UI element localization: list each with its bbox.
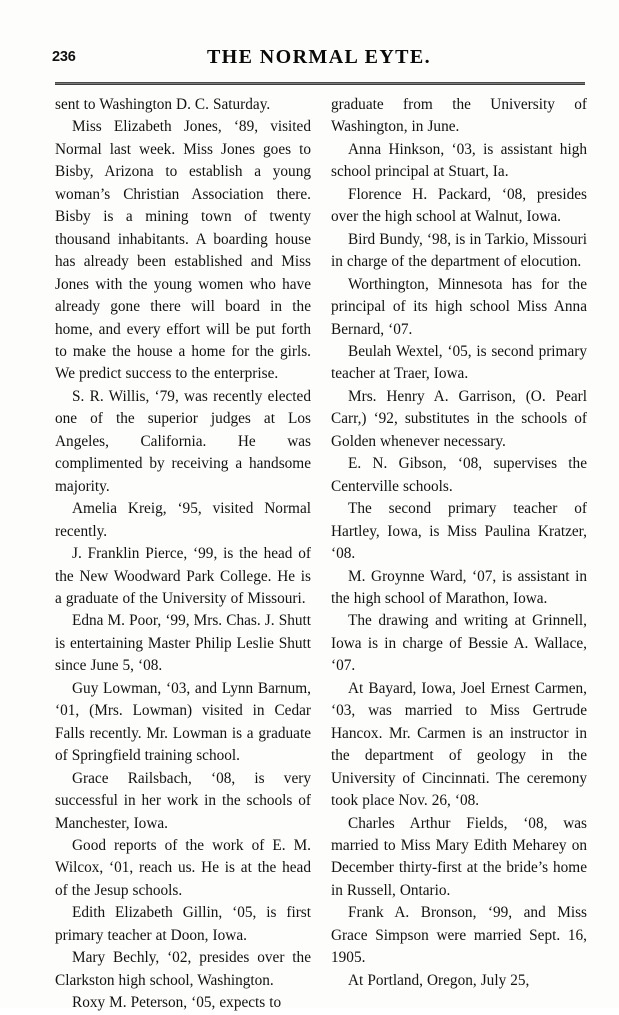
- publication-title: THE NORMAL EYTE.: [206, 46, 432, 68]
- page-number: 236: [52, 49, 76, 65]
- news-note: Roxy M. Peterson, ‘05, expects to: [72, 994, 282, 1012]
- news-note: The second primary teacher of Hartley, Iowa, is Miss Paulina Kratzer, ‘08.: [331, 500, 587, 563]
- news-note: At Portland, Oregon, July 25,: [348, 971, 530, 989]
- running-head: [52, 46, 586, 76]
- news-note: Good reports of the work of E. M. Wilcox, ‘01, reach us. He is at the head of the Jesup schools.: [55, 836, 311, 899]
- news-note: Charles Arthur Fields, ‘08, was married to Miss Mary Edith Meharey on December thirty-first at the bride’s home in Russell, Ontario.: [331, 814, 587, 899]
- news-note: At Bayard, Iowa, Joel Ernest Carmen, ‘03, was married to Miss Gertrude Hancox. Mr. Carmen is an instructor in the department of geology in the University of Cincinnati. The ceremony took place Nov. 26, ‘08.: [331, 679, 587, 810]
- news-note: Miss Elizabeth Jones, ‘89, visited Normal last week. Miss Jones goes to Bisby, Arizona to establish a young woman’s Christian Association there. Bisby is a mining town of twenty thousand inhabitants. A boarding house has already been established and Miss Jones with the young women who have already gone there will board in the home, and every effort will be put forth to make the house a home for the girls. We predict success to the enterprise.: [55, 118, 311, 383]
- news-note: S. R. Willis, ‘79, was recently elected one of the superior judges at Los Angeles, California. He was complimented by receiving a handsome majority.: [55, 387, 311, 495]
- header-rule: [55, 82, 585, 85]
- news-note: sent to Washington D. C. Saturday.: [55, 96, 271, 113]
- news-note: Bird Bundy, ‘98, is in Tarkio, Missouri in charge of the department of elocution.: [331, 230, 587, 271]
- news-note: graduate from the University of Washington, in June.: [331, 96, 587, 136]
- news-note: Mrs. Henry A. Garrison, (O. Pearl Carr,) ‘92, substitutes in the schools of Golden whenever necessary.: [331, 387, 587, 450]
- news-note: Frank A. Bronson, ‘99, and Miss Grace Simpson were married Sept. 16, 1905.: [331, 904, 587, 967]
- news-note: The drawing and writing at Grinnell, Iowa is in charge of Bessie A. Wallace, ‘07.: [331, 612, 587, 675]
- news-note: Grace Railsbach, ‘08, is very successful in her work in the schools of Manchester, Iowa.: [55, 769, 311, 832]
- news-note: Worthington, Minnesota has for the principal of its high school Miss Anna Bernard, ‘07.: [331, 275, 587, 338]
- news-note: J. Franklin Pierce, ‘99, is the head of the New Woodward Park College. He is a graduate of the University of Missouri.: [55, 545, 311, 607]
- news-note: Beulah Wextel, ‘05, is second primary teacher at Traer, Iowa.: [331, 342, 587, 383]
- news-note: Edith Elizabeth Gillin, ‘05, is first primary teacher at Doon, Iowa.: [55, 904, 311, 944]
- news-note: Florence H. Packard, ‘08, presides over the high school at Walnut, Iowa.: [331, 185, 587, 226]
- news-note: Anna Hinkson, ‘03, is assistant high school principal at Stuart, Ia.: [331, 140, 587, 181]
- news-note: Edna M. Poor, ‘99, Mrs. Chas. J. Shutt is entertaining Master Philip Leslie Shutt since June 5, ‘08.: [55, 612, 311, 675]
- news-note: Guy Lowman, ‘03, and Lynn Barnum, ‘01, (Mrs. Lowman) visited in Cedar Falls recently. Mr. Lowman is a graduate of Springfield training school.: [55, 679, 311, 765]
- news-note: M. Groynne Ward, ‘07, is assistant in the high school of Marathon, Iowa.: [331, 567, 587, 607]
- news-note: E. N. Gibson, ‘08, supervises the Centerville schools.: [331, 455, 587, 495]
- news-note: Mary Bechly, ‘02, presides over the Clarkston high school, Washington.: [55, 949, 311, 989]
- text-body: [0, 94, 619, 1012]
- column-right: [331, 94, 587, 989]
- news-note: Amelia Kreig, ‘95, visited Normal recently.: [55, 500, 311, 540]
- column-left: [55, 94, 311, 1012]
